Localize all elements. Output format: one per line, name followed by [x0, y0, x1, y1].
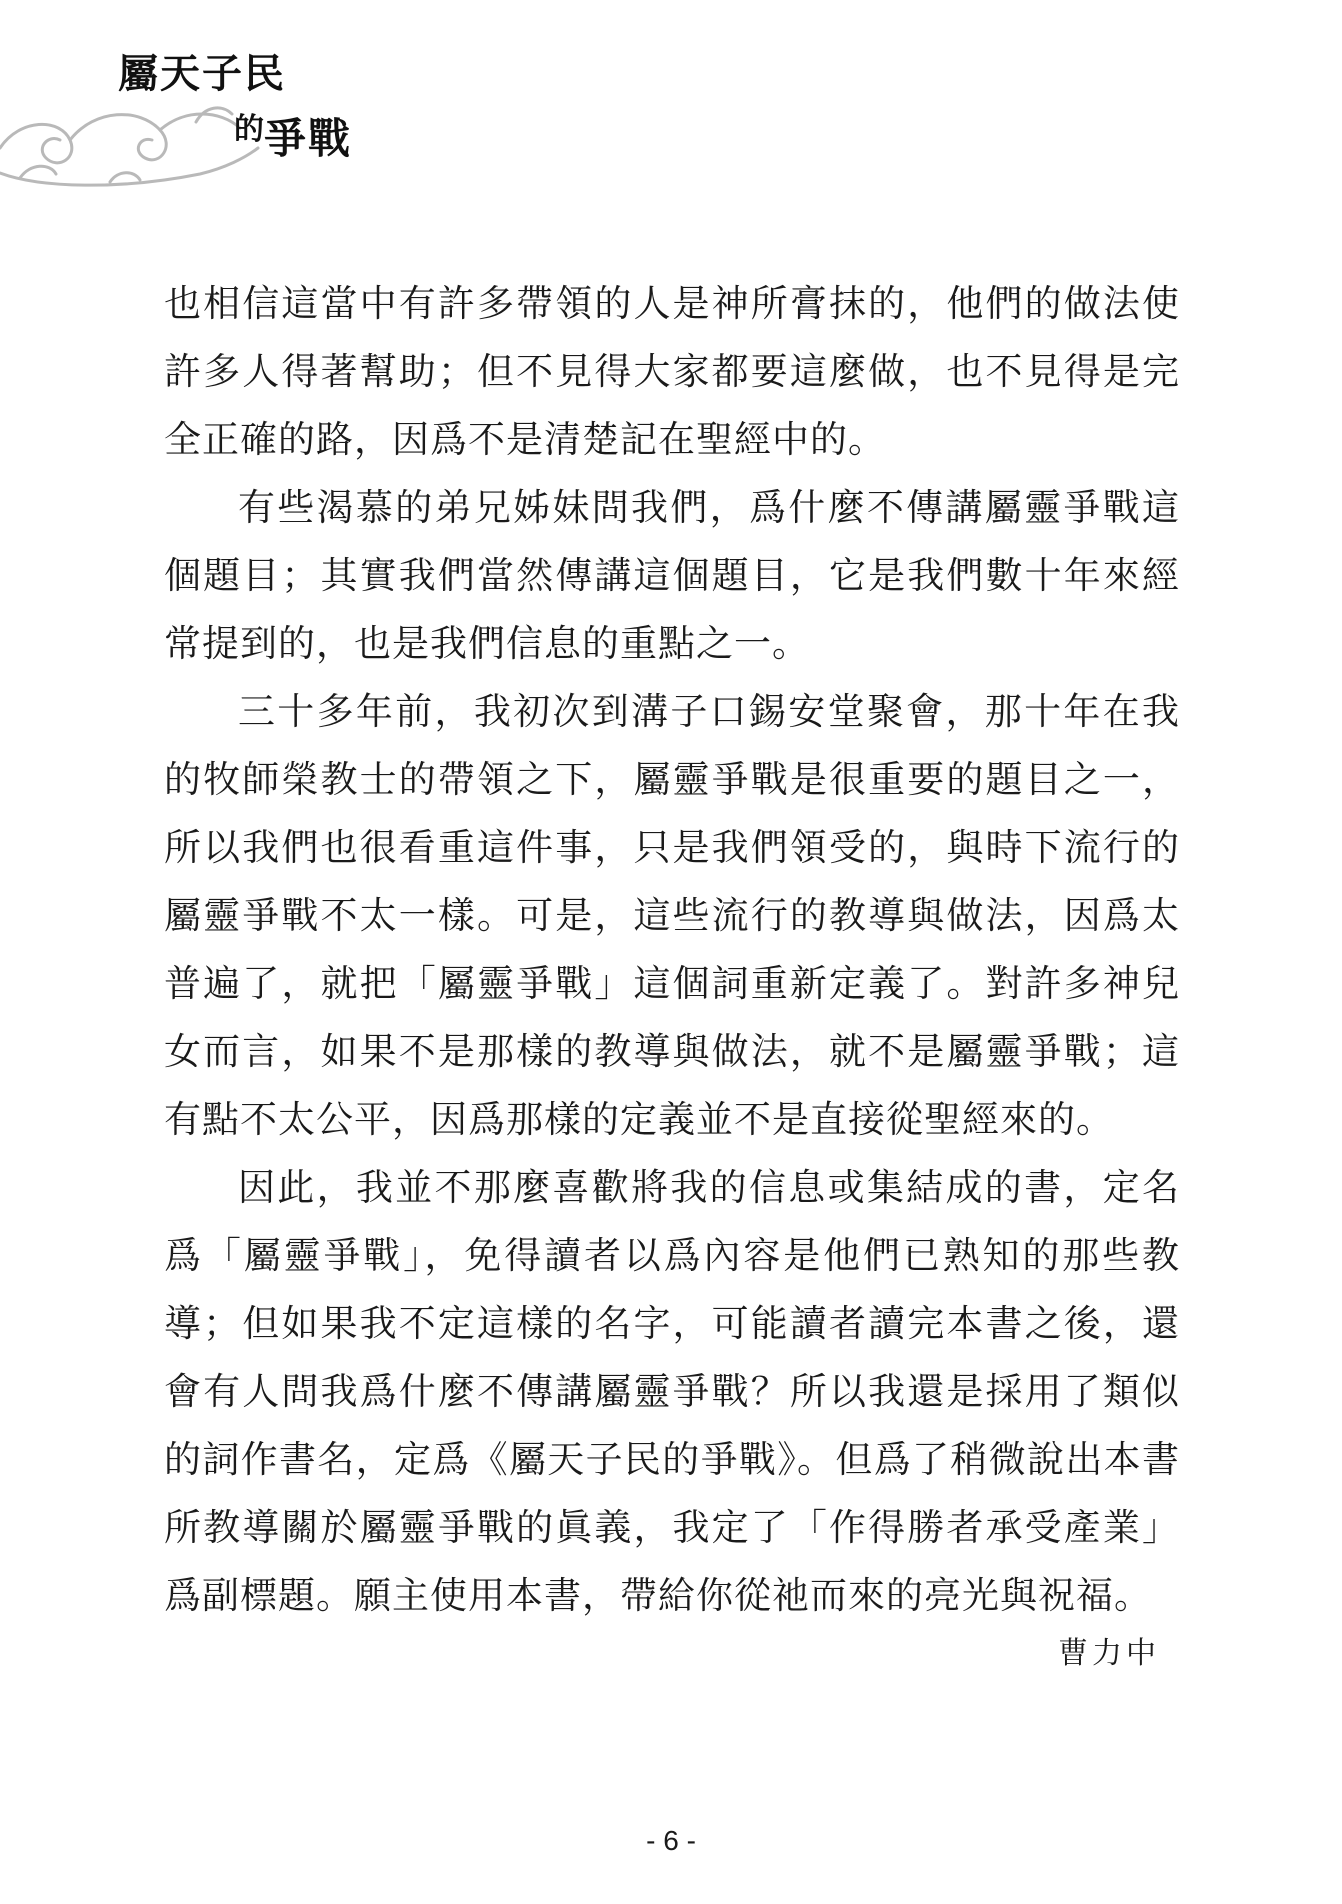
paragraph: 有些渴慕的弟兄姊妹問我們，爲什麼不傳講屬靈爭戰這個題目；其實我們當然傳講這個題目，它是我們數十年來經常提到的，也是我們信息的重點之一。	[164, 486, 1180, 665]
paragraph: 也相信這當中有許多帶領的人是神所膏抹的，他們的做法使許多人得著幫助；但不見得大家都要這麼做，也不見得是完全正確的路，因爲不是清楚記在聖經中的。	[164, 282, 1180, 461]
author-signature: 曹力中	[1058, 1636, 1160, 1671]
book-title-line1: 屬天子民	[118, 50, 286, 97]
body-text	[164, 270, 1180, 1630]
page-number: - 6 -	[646, 1825, 696, 1856]
running-header	[0, 0, 420, 200]
paragraph: 三十多年前，我初次到溝子口錫安堂聚會，那十年在我的牧師榮教士的帶領之下，屬靈爭戰是很重要的題目之一，所以我們也很看重這件事，只是我們領受的，與時下流行的屬靈爭戰不太一樣。可是，這些流行的教導與做法，因爲太普遍了，就把「屬靈爭戰」這個詞重新定義了。對許多神兒女而言，如果不是那樣的教導與做法，就不是屬靈爭戰；這有點不太公平，因爲那樣的定義並不是直接從聖經來的。	[164, 690, 1180, 1141]
book-title-particle: 的	[234, 112, 264, 147]
book-title-word: 爭戰	[264, 114, 353, 163]
book-title-line2	[234, 104, 352, 166]
paragraph: 因此，我並不那麼喜歡將我的信息或集結成的書，定名爲「屬靈爭戰」，免得讀者以爲內容是他們已熟知的那些教導；但如果我不定這樣的名字，可能讀者讀完本書之後，還會有人問我爲什麼不傳講屬靈爭戰？所以我還是採用了類似的詞作書名，定爲《屬天子民的爭戰》。但爲了稍微說出本書所教導關於屬靈爭戰的眞義，我定了「作得勝者承受產業」爲副標題。願主使用本書，帶給你從祂而來的亮光與祝福。	[164, 1166, 1180, 1617]
